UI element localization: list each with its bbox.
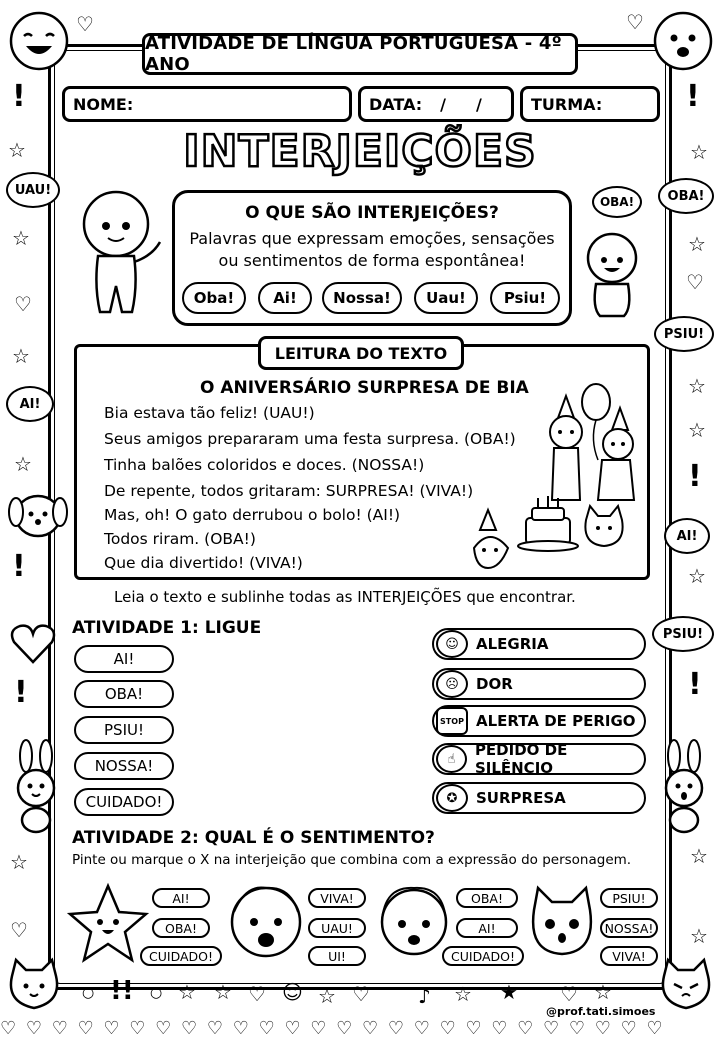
name-label: NOME: — [73, 94, 134, 114]
answer-option[interactable]: CUIDADO! — [140, 946, 222, 966]
main-title: INTERJEIÇÕES — [183, 126, 537, 177]
oba-speech-bubble: OBA! — [658, 178, 714, 214]
example-pill: Nossa! — [322, 282, 402, 314]
activity1-heading: ATIVIDADE 1: LIGUE — [72, 618, 262, 638]
star-icon: ☆ — [12, 344, 30, 368]
shush-finger-icon: ☝ — [436, 745, 467, 773]
definition-text-line1: Palavras que expressam emoções, sensações — [189, 229, 555, 248]
boy-character-illustration — [76, 186, 166, 326]
star-character-illustration — [66, 882, 150, 966]
star-icon: ☆ — [214, 980, 232, 1004]
uau-speech-bubble: UAU! — [6, 172, 60, 208]
date-label: DATA: — [369, 94, 423, 114]
shooting-star-icon: ★ — [500, 980, 518, 1004]
star-icon: ☆ — [14, 452, 32, 476]
star-icon: ☆ — [688, 564, 706, 588]
answer-option[interactable]: NOSSA! — [600, 918, 658, 938]
example-pill: Psiu! — [490, 282, 560, 314]
activity2-heading: ATIVIDADE 2: QUAL É O SENTIMENTO? — [72, 828, 435, 848]
heart-icon: ♡ — [248, 982, 266, 1006]
story-line: Que dia divertido! (VIVA!) — [104, 554, 303, 572]
surprised-cat-icon: ✪ — [436, 784, 468, 812]
star-icon: ☆ — [690, 924, 708, 948]
oba-speech-bubble: OBA! — [592, 186, 642, 218]
circle-icon: ○ — [82, 985, 95, 1001]
answer-option[interactable]: VIVA! — [308, 888, 366, 908]
answer-option[interactable]: OBA! — [456, 888, 518, 908]
match-left-item[interactable]: CUIDADO! — [74, 788, 174, 816]
author-credit: @prof.tati.simoes — [546, 1005, 656, 1018]
heart-icon: ♡ — [686, 270, 704, 294]
laughing-face-icon — [8, 10, 70, 72]
match-right-label: SURPRESA — [476, 789, 566, 807]
hurt-face-icon: ☹ — [436, 670, 468, 698]
birthday-party-illustration — [470, 380, 640, 576]
heart-icon: ♡ — [626, 10, 644, 34]
bunny-icon — [654, 738, 714, 834]
ai-speech-bubble: AI! — [6, 386, 54, 422]
star-icon: ☆ — [688, 232, 706, 256]
answer-option[interactable]: VIVA! — [600, 946, 658, 966]
match-right-item[interactable] — [432, 743, 646, 775]
star-icon: ☆ — [10, 850, 28, 874]
match-right-item[interactable] — [432, 628, 646, 660]
answer-option[interactable]: CUIDADO! — [442, 946, 524, 966]
date-slash: / — [476, 94, 482, 114]
worried-face-icon — [652, 10, 714, 72]
story-line: De repente, todos gritaram: SURPRESA! (VIVA!) — [104, 482, 474, 500]
worksheet-title: ATIVIDADE DE LÍNGUA PORTUGUESA - 4º ANO — [142, 33, 578, 75]
happy-face-icon: ☺ — [436, 630, 468, 658]
heart-icon: ♡ — [76, 12, 94, 36]
cat-face-icon — [656, 958, 716, 1018]
exclamation-icon: ! — [686, 79, 700, 114]
heart-icon: ♡ — [14, 292, 32, 316]
match-left-item[interactable]: NOSSA! — [74, 752, 174, 780]
reading-tag: LEITURA DO TEXTO — [258, 336, 464, 370]
definition-text-line2: ou sentimentos de forma espontânea! — [218, 251, 526, 270]
answer-option[interactable]: UAU! — [308, 918, 366, 938]
exclamation-icon: ! — [14, 675, 28, 710]
example-pill: Ai! — [258, 282, 312, 314]
reading-instruction: Leia o texto e sublinhe todas as INTERJEIÇÕES que encontrar. — [114, 588, 576, 606]
story-title: O ANIVERSÁRIO SURPRESA DE BIA — [200, 378, 529, 398]
exclamation-icon: ! — [688, 667, 702, 702]
smiley-icon: ☺ — [282, 980, 303, 1004]
class-field[interactable] — [520, 86, 660, 122]
dog-face-icon — [6, 490, 70, 540]
date-field[interactable] — [358, 86, 514, 122]
stop-sign-icon: STOP — [436, 707, 468, 735]
match-right-item[interactable] — [432, 668, 646, 700]
cat-face-icon — [4, 958, 64, 1018]
surprised-cat-illustration — [526, 886, 598, 962]
star-icon: ☆ — [12, 226, 30, 250]
activity2-instruction: Pinte ou marque o X na interjeição que combina com a expressão do personagem. — [72, 852, 632, 868]
match-left-item[interactable]: OBA! — [74, 680, 174, 708]
star-icon: ☆ — [690, 844, 708, 868]
heart-icon: ♡ — [560, 982, 578, 1006]
example-pill: Uau! — [414, 282, 478, 314]
date-slash: / — [440, 94, 447, 114]
match-right-label: DOR — [476, 675, 513, 693]
star-icon: ☆ — [178, 980, 196, 1004]
match-left-item[interactable]: AI! — [74, 645, 174, 673]
heart-border-strip: ♡ ♡ ♡ ♡ ♡ ♡ ♡ ♡ ♡ ♡ ♡ ♡ ♡ ♡ ♡ ♡ ♡ ♡ ♡ ♡ ♡ ♡ ♡ ♡ ♡ ♡ — [0, 1018, 665, 1039]
exclamation-icon: ! — [12, 549, 26, 584]
answer-option[interactable]: OBA! — [152, 918, 210, 938]
name-field[interactable] — [62, 86, 352, 122]
story-line: Tinha balões coloridos e doces. (NOSSA!) — [104, 456, 425, 474]
story-line: Todos riram. (OBA!) — [104, 530, 256, 548]
bunny-icon — [6, 738, 66, 834]
psiu-speech-bubble: PSIU! — [652, 616, 714, 652]
psiu-speech-bubble: PSIU! — [654, 316, 714, 352]
definition-heading: O QUE SÃO INTERJEIÇÕES? — [245, 203, 499, 223]
heart-icon: ♡ — [352, 982, 370, 1006]
ai-speech-bubble: AI! — [664, 518, 710, 554]
girl-character-illustration — [582, 228, 642, 318]
answer-option[interactable]: AI! — [152, 888, 210, 908]
match-right-item[interactable] — [432, 782, 646, 814]
exclamation-icon: !! — [110, 976, 134, 1006]
exclamation-icon: ! — [12, 79, 26, 114]
match-right-label: ALEGRIA — [476, 635, 549, 653]
match-left-item[interactable]: PSIU! — [74, 716, 174, 744]
star-icon: ☆ — [688, 418, 706, 442]
heart-icon: ♡ — [10, 918, 28, 942]
heart-icon — [8, 618, 58, 668]
circle-icon: ○ — [150, 985, 163, 1001]
answer-option[interactable]: PSIU! — [600, 888, 658, 908]
match-right-label: PEDIDO DE SILÊNCIO — [474, 741, 568, 777]
star-icon: ☆ — [318, 984, 336, 1008]
match-right-item[interactable] — [432, 705, 646, 737]
music-note-icon: ♪ — [418, 984, 431, 1008]
star-icon: ☆ — [594, 980, 612, 1004]
example-pill: Oba! — [182, 282, 246, 314]
answer-option[interactable]: AI! — [456, 918, 518, 938]
star-icon: ☆ — [688, 374, 706, 398]
story-line: Mas, oh! O gato derrubou o bolo! (AI!) — [104, 506, 401, 524]
star-icon: ☆ — [8, 138, 26, 162]
class-label: TURMA: — [531, 94, 603, 114]
story-line: Bia estava tão feliz! (UAU!) — [104, 404, 315, 422]
match-right-label: ALERTA DE PERIGO — [476, 712, 636, 730]
star-icon: ☆ — [690, 140, 708, 164]
exclamation-icon: ! — [688, 459, 702, 494]
crying-boy-illustration — [226, 882, 306, 972]
answer-option[interactable]: UI! — [308, 946, 366, 966]
star-icon: ☆ — [454, 982, 472, 1006]
story-line: Seus amigos prepararam uma festa surpresa. (OBA!) — [104, 430, 516, 448]
